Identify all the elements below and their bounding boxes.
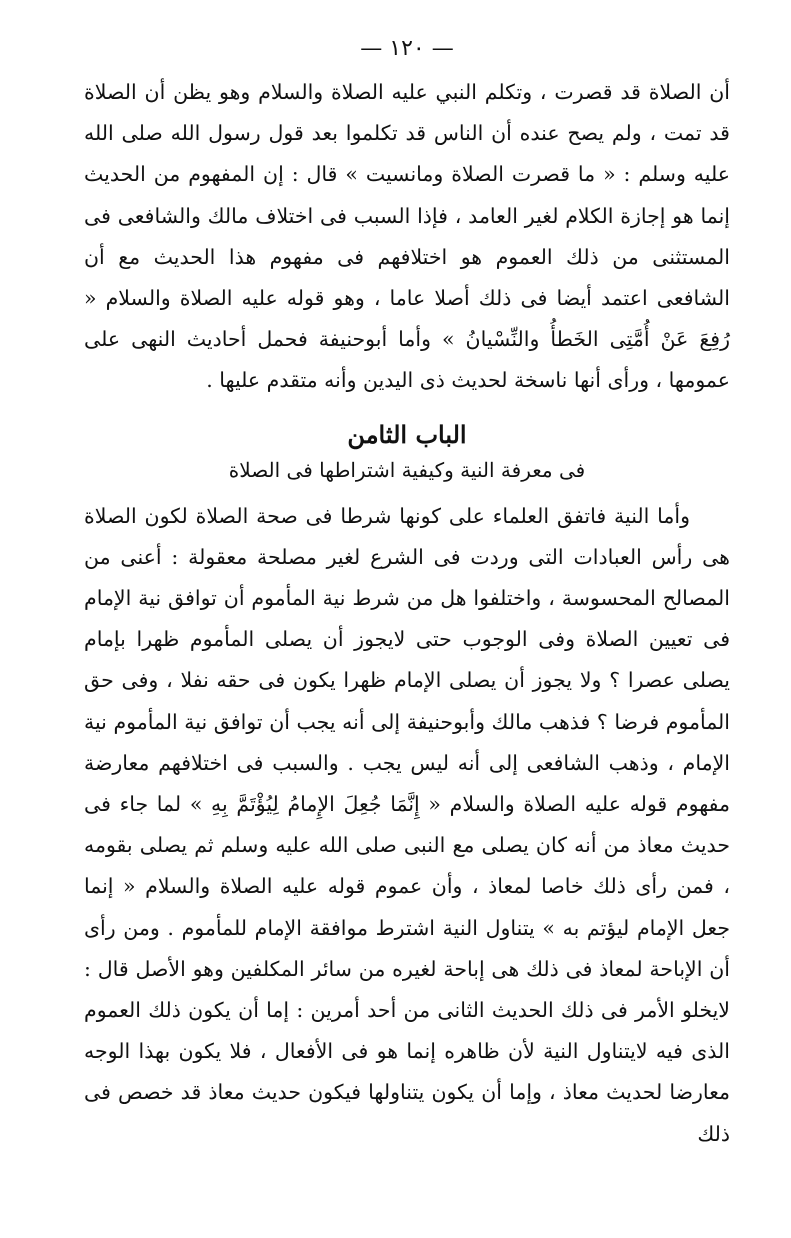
page-number: — ١٢٠ — xyxy=(360,36,454,61)
paragraph-niyya: وأما النية فاتفق العلماء على كونها شرطا فى صحة الصلاة لكون الصلاة هى رأس العبادات التى وردت فى الشرع لغير مصلحة معقولة : أعنى من المصالح المحسوسة ، واختلفوا هل من شرط نية المأموم أن توافق نية الإمام فى تعيين الصلاة وفى الوجوب حتى لايجوز أن يصلى المأموم ظهرا بإمام يصلى عصرا ؟ ولا يجوز أن يصلى الإمام ظهرا يكون فى حقه نفلا ، وفى حق المأموم فرضا ؟ فذهب مالك وأبوحنيفة إلى أنه يجب أن توافق نية المأموم نية الإمام ، وذهب الشافعى إلى أنه ليس يجب . والسبب فى اختلافهم معارضة مفهوم قوله عليه الصلاة والسلام « إِنَّمَا جُعِلَ الإِمامُ لِيُؤْتَمَّ بِهِ » لما جاء فى حديث معاذ من أنه كان يصلى مع النبى صلى الله عليه وسلم ثم يصلى بقومه ، فمن رأى ذلك خاصا لمعاذ ، وأن عموم قوله عليه الصلاة والسلام « إنما جعل الإمام ليؤتم به » يتناول النية اشترط موافقة الإمام للمأموم . ومن رأى أن الإباحة لمعاذ فى ذلك هى إباحة لغيره من سائر المكلفين وهو الأصل قال : لايخلو الأمر فى ذلك الحديث الثانى من أحد أمرين : إما أن يكون ذلك العموم الذى فيه لايتناول النية لأن ظاهره إنما هو فى الأفعال ، فلا يكون بهذا الوجه معارضا لحديث معاذ ، وإما أن يكون يتناولها فيكون حديث معاذ قد خصص فى ذلك xyxy=(84,503,730,1146)
chapter-title: الباب الثامن xyxy=(347,419,467,449)
paragraph-continuation: أن الصلاة قد قصرت ، وتكلم النبي عليه الصلاة والسلام وهو يظن أن الصلاة قد تمت ، ولم يصح عنده أن الناس قد تكلموا بعد قول رسول الله صلى الله عليه وسلم : « ما قصرت الصلاة ومانسيت » قال : إن المفهوم من الحديث إنما هو إجازة الكلام لغير العامد ، فإذا السبب فى اختلاف مالك والشافعى فى المستثنى من ذلك العموم هو اختلافهم فى مفهوم هذا الحديث مع أن الشافعى اعتمد أيضا فى ذلك أصلا عاما ، وهو قوله عليه الصلاة والسلام « رُفِعَ عَنْ أُمَّتِى الخَطأُ والنِّسْيانُ » وأما أبوحنيفة فحمل أحاديث النهى على عمومها ، ورأى أنها ناسخة لحديث ذى اليدين وأنه متقدم عليها . xyxy=(84,80,730,393)
book-page xyxy=(84,32,730,1155)
chapter-subtitle: فى معرفة النية وكيفية اشتراطها فى الصلاة xyxy=(228,457,586,482)
